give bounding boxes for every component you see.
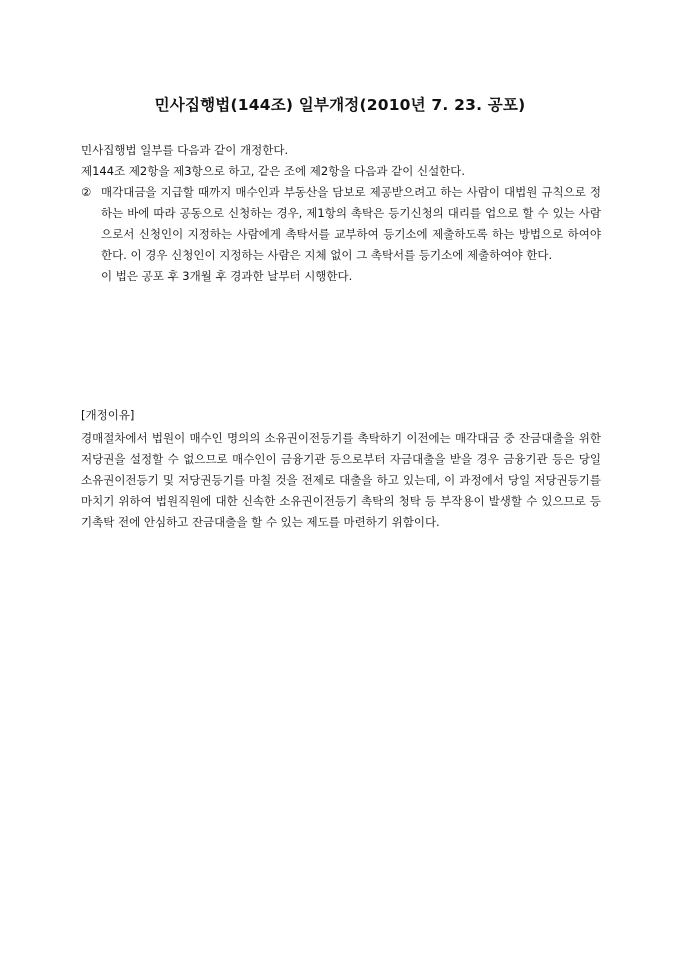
amendment-line: 제144조 제2항을 제3항으로 하고, 같은 조에 제2항을 다음과 같이 신설한다. (81, 164, 466, 178)
reason-heading: [개정이유] (81, 408, 135, 422)
page-title: 민사집행법(144조) 일부개정(2010년 7. 23. 공포) (154, 96, 526, 114)
effective-line: 이 법은 공포 후 3개월 후 경과한 날부터 시행한다. (101, 269, 353, 283)
clause-number: ② (81, 185, 92, 199)
amendment-body (81, 140, 601, 287)
reason-section (81, 405, 601, 533)
reason-text: 경매절차에서 법원이 매수인 명의의 소유권이전등기를 촉탁하기 이전에는 매각대금 중 잔금대출을 위한 저당권을 설정할 수 없으므로 매수인이 금융기관 등으로부터 자금대출을 받을 경우 금융기관 등은 당일 소유권이전등기 및 저당권등기를 마칠 것을 전제로 대출을 하고 있는데, 이 과정에서 당일 저당권등기를 마치기 위하여 법원직원에 대한 신속한 소유권이전등기 촉탁의 청탁 등 부작용이 발생할 수 있으므로 등기촉탁 전에 안심하고 잔금대출을 할 수 있는 제도를 마련하기 위함이다. (81, 431, 601, 529)
new-clause (81, 182, 601, 266)
intro-line: 민사집행법 일부를 다음과 같이 개정한다. (81, 143, 289, 157)
clause-text: 매각대금을 지급할 때까지 매수인과 부동산을 담보로 제공받으려고 하는 사람이 대법원 규칙으로 정하는 바에 따라 공동으로 신청하는 경우, 제1항의 촉탁은 등기신청의 대리를 업으로 할 수 있는 사람으로서 신청인이 지정하는 사람에게 촉탁서를 교부하여 등기소에 제출하도록 하는 방법으로 하여야 한다. 이 경우 신청인이 지정하는 사람은 지체 없이 그 촉탁서를 등기소에 제출하여야 한다. (101, 185, 601, 262)
